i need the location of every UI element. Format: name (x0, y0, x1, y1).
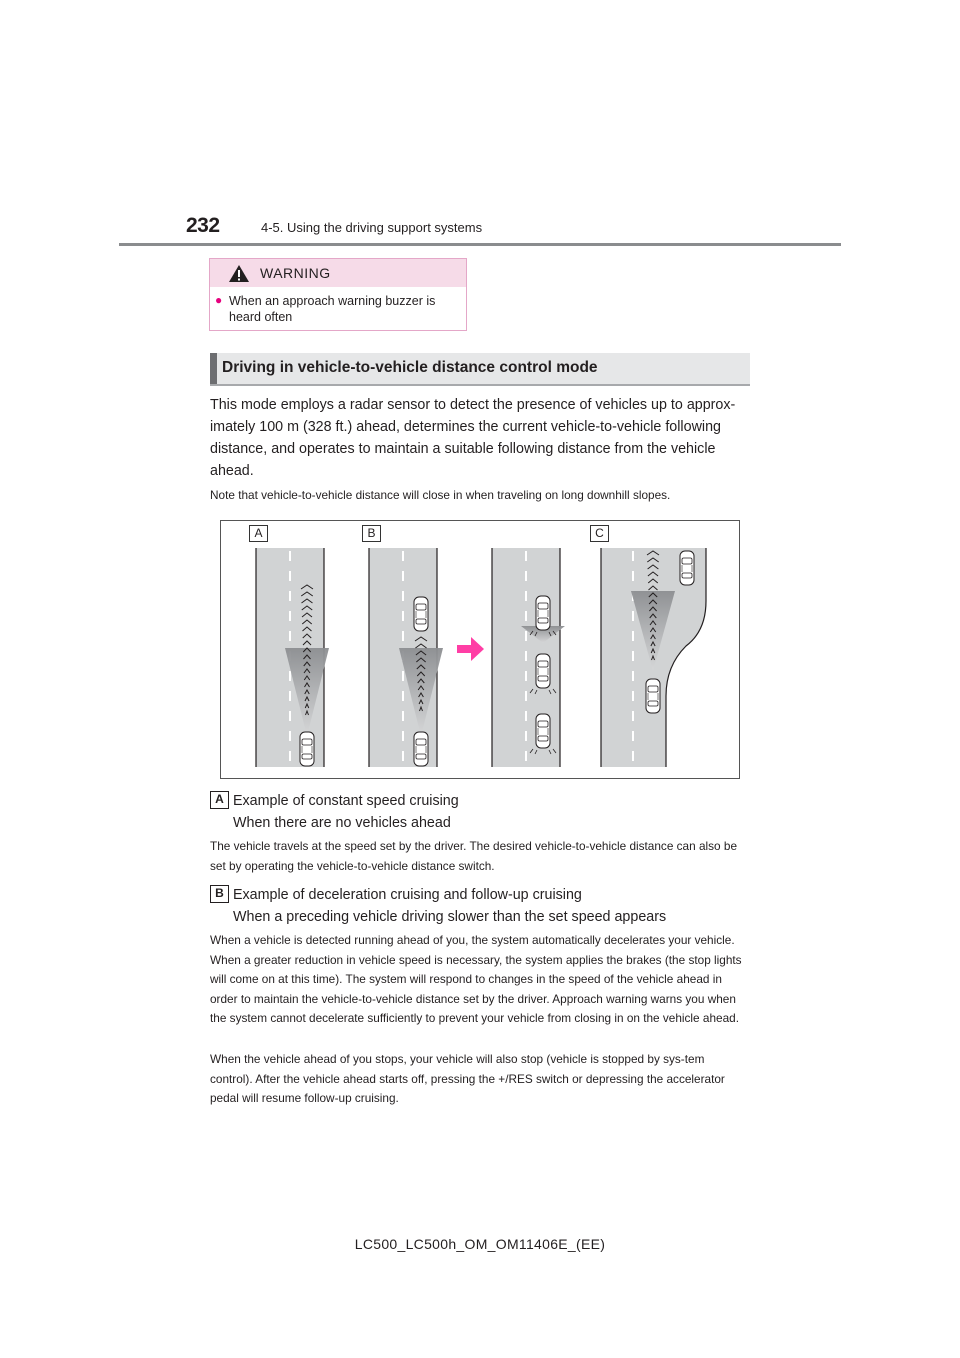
figure-label-b: B (362, 525, 381, 542)
transition-arrow-icon (457, 637, 484, 661)
subsection-heading-bar (210, 353, 217, 384)
item-b-title-line1: Example of deceleration cruising and follow-up cruising (233, 887, 582, 903)
own-vehicle-a (300, 732, 314, 766)
header-rule (119, 243, 841, 246)
subsection-title: Driving in vehicle-to-vehicle distance control mode (222, 359, 598, 376)
warning-text: When an approach warning buzzer is heard often (229, 294, 436, 324)
item-b-text: When a vehicle is detected running ahead of you, the system automatically decelerates your vehicle. When a greater reduction in vehicle speed is necessary, the system applies the brakes (the stop lights will come on at this time). The system will respond to changes in the speed of the vehicle ahead in order to maintain the vehicle-to-vehicle distance set by the driver. Approach warning warns you when the system cannot decelerate sufficiently to prevent your vehicle from closing in on the vehicle ahead. (210, 933, 742, 1025)
item-a-title (233, 790, 459, 834)
warning-title: WARNING (260, 265, 331, 281)
item-badge-b: B (210, 885, 229, 903)
cruise-illustration (220, 520, 740, 779)
footer-doc-id: LC500_LC500h_OM_OM11406E_(EE) (354, 1236, 606, 1252)
preceding-vehicle-b2 (536, 596, 550, 630)
own-vehicle-b (414, 732, 428, 766)
body-paragraph: This mode employs a radar sensor to detect the presence of vehicles up to approx-imately 100 m (328 ft.) ahead, determines the current vehicle-to-vehicle following distance, and operates to maintain a suitable following distance from the vehicle ahead. (210, 397, 736, 479)
traffic-diagram (221, 521, 739, 778)
item-badge-a: A (210, 791, 229, 809)
warning-box (209, 258, 467, 331)
page-number: 232 (186, 214, 220, 237)
own-vehicle-b2-end (536, 654, 550, 688)
warning-header (210, 259, 466, 287)
item-b-text2: When the vehicle ahead of you stops, your vehicle will also stop (vehicle is stopped by sys-tem control). After the vehicle ahead starts off, pressing the +/RES switch or depressing the accelerator pedal will resume follow-up cruising. (210, 1052, 725, 1105)
subsection-heading (210, 353, 750, 386)
figure-label-a: A (249, 525, 268, 542)
item-a-title-line2: When there are no vehicles ahead (233, 815, 451, 831)
item-b-title-line2: When a preceding vehicle driving slower than the set speed appears (233, 909, 667, 925)
section-title: 4-5. Using the driving support systems (261, 220, 483, 235)
own-vehicle-b2-start (536, 714, 550, 748)
warning-bullet: ● (215, 293, 223, 307)
exiting-vehicle-c (680, 551, 694, 585)
figure-label-c: C (590, 525, 609, 542)
own-vehicle-c (646, 679, 660, 713)
item-b-title (233, 884, 666, 928)
body-note: Note that vehicle-to-vehicle distance will close in when traveling on long downhill slopes. (210, 488, 671, 502)
warning-triangle-icon (228, 264, 250, 283)
item-a-text: The vehicle travels at the speed set by the driver. The desired vehicle-to-vehicle distance can also be set by operating the vehicle-to-vehicle distance switch. (210, 839, 738, 873)
item-a-title-line1: Example of constant speed cruising (233, 793, 459, 809)
preceding-vehicle-b (414, 597, 428, 631)
